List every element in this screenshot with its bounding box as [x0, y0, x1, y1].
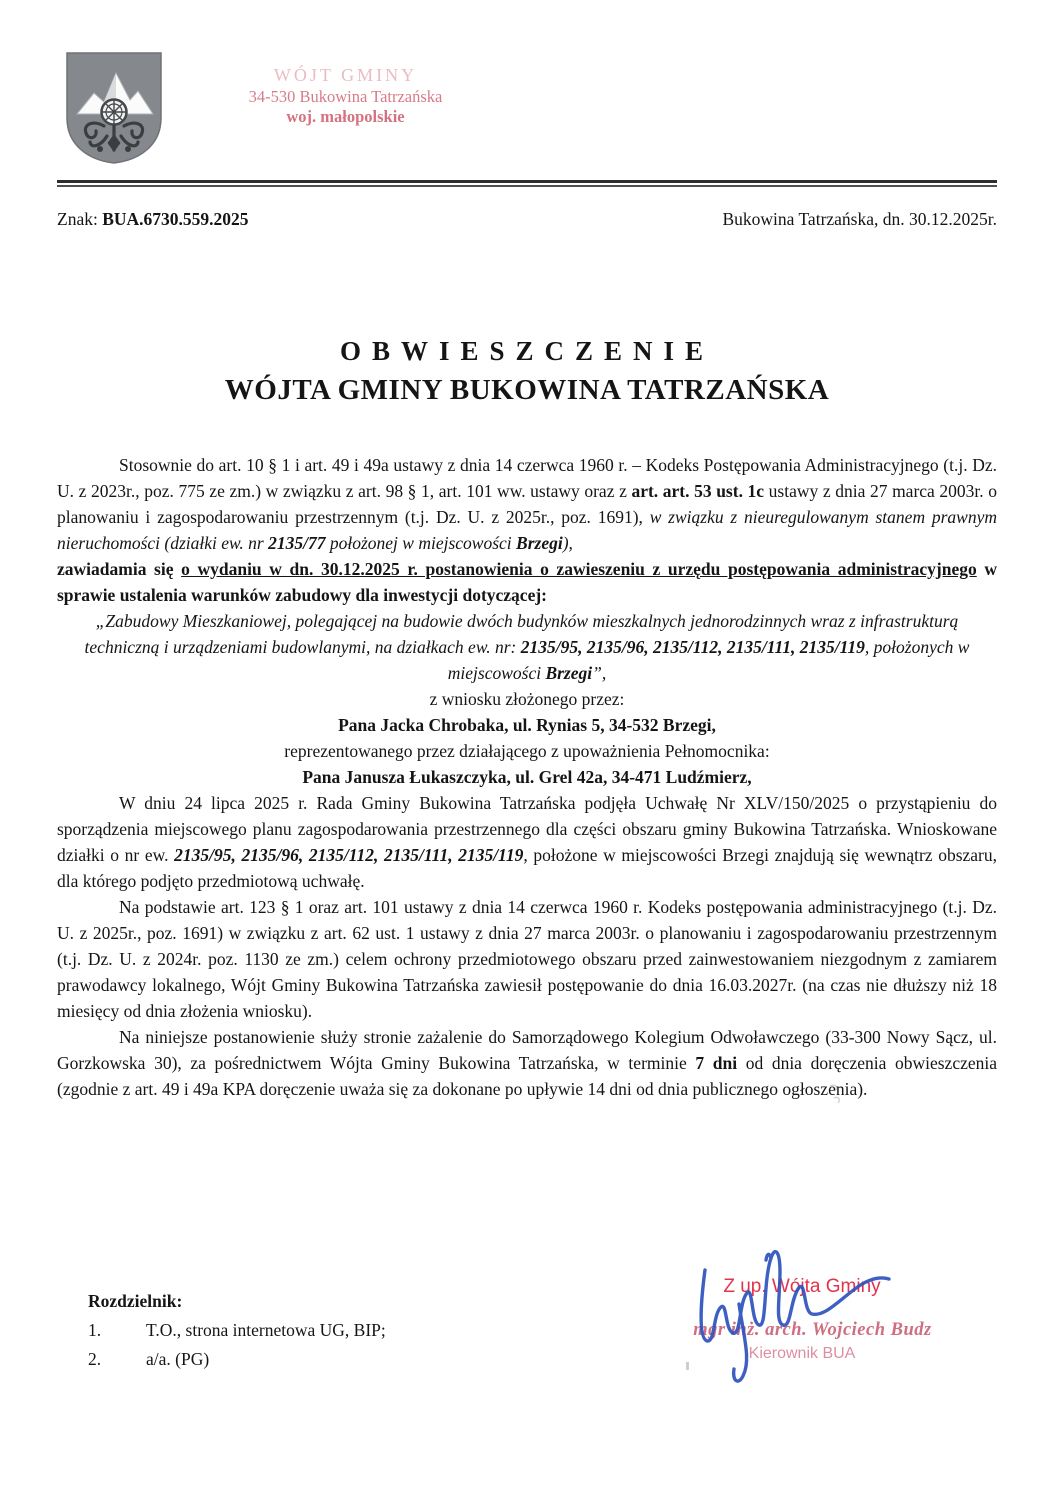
signature-block [657, 1240, 1002, 1440]
suspension-paragraph: Na podstawie art. 123 § 1 oraz art. 101 ustawy z dnia 14 czerwca 1960 r. Kodeks postępowania administracyjnego (t.j. Dz. U. z 2025r., poz. 1691) w związku z art. 62 ust. 1 ustawy z dnia 27 marca 2003r. o planowaniu i zagospodarowaniu przestrzennym (t.j. Dz. U. z 2024r. poz. 1130 ze zm.) celem ochrony przedmiotowego obszaru przed zainwestowaniem niezgodnym z zamiarem prawodawcy lokalnego, Wójt Gminy Bukowina Tatrzańska zawiesił postępowanie do dnia 16.03.2027r. (na czas nie dłuższy niż 18 miesięcy od dnia złożenia wniosku). [57, 897, 997, 1021]
council-resolution-paragraph: W dniu 24 lipca 2025 r. Rada Gminy Bukowina Tatrzańska podjęła Uchwałę Nr XLV/150/2025 o przystąpieniu do sporządzenia miejscowego planu zagospodarowania przestrzennego dla części obszaru gminy Bukowina Tatrzańska. Wnioskowane działki o nr ew. 2135/95, 2135/96, 2135/112, 2135/111, 2135/119, położone w miejscowości Brzegi znajdują się wewnątrz obszaru, dla którego podjęto przedmiotową uchwałę. [57, 793, 998, 891]
office-stamp [228, 64, 463, 128]
reference-number [57, 209, 249, 230]
stamp-voivodeship: woj. małopolskie [286, 107, 405, 127]
attorney-line: Pana Janusza Łukaszczyka, ul. Grel 42a, 34-471 Ludźmierz, [302, 767, 752, 787]
investment-quote: „Zabudowy Mieszkaniowej, polegającej na budowie dwóch budynków mieszkalnych jednorodzinnych wraz z infrastrukturą techniczną i urządzeniami budowlanymi, na działkach ew. nr: 2135/95, 2135/96, 2135/112, 2135/111, 2135/119, położonych w miejscowości Brzegi”, [84, 611, 970, 683]
distribution-item-text: a/a. (PG) [146, 1349, 210, 1369]
document-body [57, 452, 997, 1102]
distribution-label: Rozdzielnik: [88, 1291, 183, 1311]
document-footer [57, 1240, 997, 1480]
application-intro-line: z wniosku złożonego przez: [429, 689, 625, 709]
applicant-line: Pana Jacka Chrobaka, ul. Rynias 5, 34-532 Brzegi, [338, 715, 716, 735]
dateline: Bukowina Tatrzańska, dn. 30.12.2025r. [722, 209, 997, 229]
scan-artifact [824, 1082, 846, 1112]
signatory-role: Kierownik BUA [748, 1345, 856, 1362]
signature-authority-line: Z up. Wójta Gminy [723, 1276, 881, 1297]
reference-label: Znak: [57, 209, 98, 229]
coat-of-arms-icon [64, 50, 164, 166]
representation-line: reprezentowanego przez działającego z upoważnienia Pełnomocnika: [284, 741, 770, 761]
distribution-item-number: 1. [88, 1320, 102, 1340]
handwritten-signature-icon [687, 1242, 927, 1392]
signatory-name: mgr inż. arch. Wojciech Budz [693, 1320, 932, 1340]
meta-row [57, 209, 997, 230]
distribution-item-text: T.O., strona internetowa UG, BIP; [146, 1320, 386, 1340]
stamp-office-name: WÓJT GMINY [273, 65, 418, 85]
legal-basis-paragraph: Stosownie do art. 10 § 1 i art. 49 i 49a ustawy z dnia 14 czerwca 1960 r. – Kodeks Postępowania Administracyjnego (t.j. Dz. U. z 2023r., poz. 775 ze zm.) w związku z art. 98 § 1, art. 101 ww. ustawy oraz z art. art. 53 ust. 1c ustawy z dnia 27 marca 2003r. o planowaniu i zagospodarowaniu przestrzennym (t.j. Dz. U. z 2025r., poz. 1691), w związku z nieuregulowanym stanem prawnym nieruchomości (działki ew. nr 2135/77 położonej w miejscowości Brzegi), [57, 455, 998, 553]
reference-value: BUA.6730.559.2025 [102, 209, 249, 229]
header-divider [57, 180, 997, 187]
distribution-item-number: 2. [88, 1349, 102, 1369]
notification-paragraph: zawiadamia się o wydaniu w dn. 30.12.2025 r. postanowienia o zawieszeniu z urzędu postępowania administracyjnego w sprawie ustalenia warunków zabudowy dla inwestycji dotyczącej: [57, 559, 997, 605]
title-line-2: WÓJTA GMINY BUKOWINA TATRZAŃSKA [224, 374, 830, 406]
appeal-paragraph: Na niniejsze postanowienie służy stronie zażalenie do Samorządowego Kolegium Odwoławczego (33-300 Nowy Sącz, ul. Gorzkowska 30), za pośrednictwem Wójta Gminy Bukowina Tatrzańska, w terminie 7 dni od dnia doręczenia obwieszczenia (zgodnie z art. 49 i 49a KPA doręczenie uważa się za dokonane po upływie 14 dni od dnia publicznego ogłoszenia). [57, 1027, 998, 1099]
title-line-1: OBWIESZCZENIE [339, 336, 715, 366]
document-title [57, 336, 997, 407]
stamp-address: 34-530 Bukowina Tatrzańska [248, 86, 443, 106]
